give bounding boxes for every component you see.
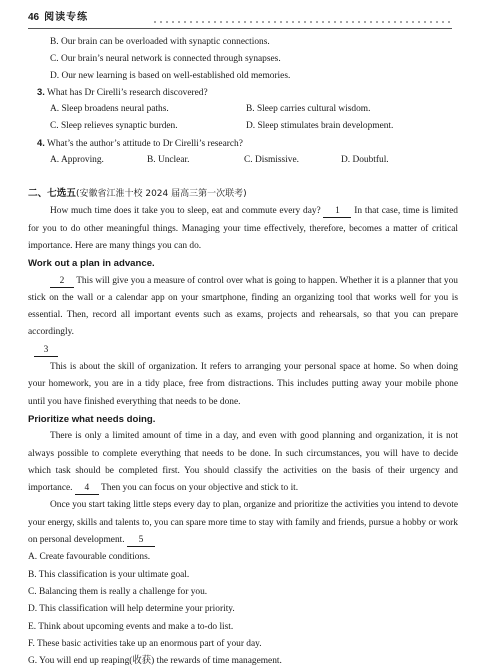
blank-3-line	[28, 342, 458, 359]
blank-5[interactable]: 5	[127, 535, 155, 547]
p4-text-a: There is only a limited amount of time in a day, and even with good planning and organization, it is not always possible to complete everything that needs to be done. In such circumstances, you will have to decide which task should be completed first. You should classify the activities on the basis of their urgency and importance.	[28, 431, 458, 494]
header-dot-pattern	[152, 20, 452, 24]
p2-text: This will give you a measure of control over what is going to happen. Whether it is a planner that you stick on the wall or a calendar app on your smartphone, finding an organizing tool that works well for you is essential. Then, record all important events such as exams, projects and rehearsals, so that you can prepare accordingly.	[28, 275, 458, 338]
passage-paragraph-3: This is about the skill of organization. It refers to arranging your personal space at home. So when doing your homework, you are in a tidy place, free from distractions. This includes putting away your mobile phone until you have finished everything that needs to be done.	[28, 362, 458, 407]
q3-options-row-2	[28, 118, 458, 135]
choice-g[interactable]: G. You will end up reaping(收获) the rewards of time management.	[28, 656, 282, 667]
subheading-plan: Work out a plan in advance.	[28, 258, 155, 270]
q3-text: What has Dr Cirelli’s research discovered?	[47, 88, 208, 99]
q4-option-c[interactable]: C. Dismissive.	[244, 154, 299, 165]
passage-paragraph-5	[28, 497, 458, 549]
choice-b[interactable]: B. This classification is your ultimate goal.	[28, 569, 190, 580]
blank-2[interactable]: 2	[50, 276, 74, 288]
header-rule	[28, 28, 452, 29]
q4-options-row	[28, 152, 458, 169]
choice-list	[28, 549, 458, 670]
q3-option-c[interactable]: C. Sleep relieves synaptic burden.	[50, 120, 178, 131]
page-number: 46	[28, 12, 40, 23]
passage-paragraph-2	[28, 273, 458, 342]
q4-option-b[interactable]: B. Unclear.	[147, 154, 190, 165]
blank-3[interactable]: 3	[34, 345, 58, 357]
question-4	[28, 135, 458, 169]
blank-4[interactable]: 4	[75, 483, 99, 495]
passage-paragraph-1	[28, 203, 458, 255]
q4-stem	[28, 135, 458, 152]
choice-c[interactable]: C. Balancing them is really a challenge for you.	[28, 586, 208, 597]
page-content	[28, 34, 458, 670]
q4-option-a[interactable]: A. Approving.	[50, 154, 104, 165]
question-2-options	[28, 34, 458, 84]
section-heading: 二、七选五	[28, 188, 76, 200]
section-source: (安徽省江淮十校 2024 届高三第一次联考)	[75, 189, 247, 200]
header-title: 阅读专练	[44, 12, 89, 23]
q3-option-d[interactable]: D. Sleep stimulates brain development.	[246, 120, 394, 131]
page-header	[28, 12, 452, 28]
p5-text: Once you start taking little steps every day to plan, organize and prioritize the activities you intend to devote your energy, skills and talents to, you can spare more time to stay with family and friends, pursue a hobby or work on personal development.	[28, 500, 458, 546]
q2-option-b[interactable]: B. Our brain can be overloaded with synaptic connections.	[50, 37, 270, 47]
q4-number: 4.	[37, 136, 45, 148]
section-title	[28, 185, 458, 203]
passage-paragraph-4	[28, 428, 458, 497]
question-3	[28, 84, 458, 134]
choice-a[interactable]: A. Create favourable conditions.	[28, 552, 151, 563]
q4-option-d[interactable]: D. Doubtful.	[341, 154, 389, 165]
q3-option-a[interactable]: A. Sleep broadens neural paths.	[50, 104, 169, 115]
q2-option-c[interactable]: C. Our brain’s neural network is connected through synapses.	[50, 53, 281, 64]
p1-text-b: In that case, time is limited for you to do other meaningful things. Managing your time effectively, therefore, becomes a matter of critical importance. Here are many things you can do.	[28, 206, 458, 251]
choice-d[interactable]: D. This classification will help determine your priority.	[28, 604, 235, 615]
q3-stem	[28, 84, 458, 101]
q3-number: 3.	[37, 86, 45, 98]
q4-text: What’s the author’s attitude to Dr Cirelli’s research?	[47, 138, 243, 149]
subheading-prioritize: Prioritize what needs doing.	[28, 413, 156, 425]
q3-options-row-1	[28, 101, 458, 118]
p4-text-b: Then you can focus on your objective and stick to it.	[98, 483, 299, 494]
q2-option-d[interactable]: D. Our new learning is based on well-established old memories.	[50, 70, 291, 81]
blank-1[interactable]: 1	[323, 206, 351, 218]
choice-f[interactable]: F. These basic activities take up an enormous part of your day.	[28, 638, 262, 649]
p1-text-a: How much time does it take you to sleep, eat and commute every day?	[50, 206, 324, 217]
header-left	[28, 12, 88, 25]
q3-option-b[interactable]: B. Sleep carries cultural wisdom.	[246, 104, 371, 115]
choice-e[interactable]: E. Think about upcoming events and make a to-do list.	[28, 621, 234, 632]
